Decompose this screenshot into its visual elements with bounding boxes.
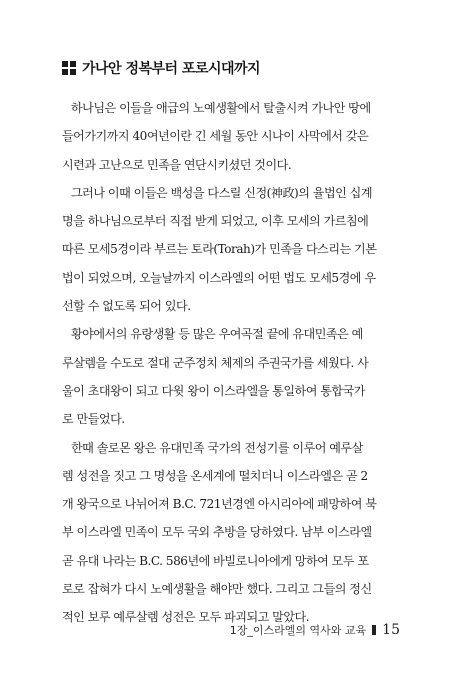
- text-line: 황야에서의 유랑생활 등 많은 우여곡절 끝에 유대민족은 예: [71, 327, 363, 342]
- text-line: 개 왕국으로 나뉘어져 B.C. 721년경엔 아시리아에 패망하여 북: [62, 497, 377, 512]
- text-line: 렘 성전을 짓고 그 명성을 온세계에 떨치더니 이스라엘은 곧 2: [62, 468, 368, 483]
- chapter-label: 1장_이스라엘의 역사와 교육: [229, 624, 367, 637]
- text-line: 루살렘을 수도로 절대 군주정치 체제의 주권국가를 세웠다. 사: [62, 355, 369, 370]
- page-number: 15: [382, 622, 400, 638]
- text-line: 따른 모세5경이라 부르는 토라(Torah)가 민족을 다스리는 기본: [62, 242, 377, 257]
- text-line: 한때 솔로몬 왕은 유대민족 국가의 전성기를 이루어 예루살: [71, 440, 363, 455]
- page-footer: [230, 622, 400, 638]
- section-header: [62, 58, 260, 78]
- text-line: 시련과 고난으로 민족을 연단시키셨던 것이다.: [62, 157, 292, 172]
- paragraph: [62, 94, 398, 179]
- text-line: 법이 되었으며, 오늘날까지 이스라엘의 어떤 법도 모세5경에 우: [62, 270, 376, 285]
- text-line: 하나님은 이들을 애급의 노예생활에서 탈출시켜 가나안 땅에: [71, 101, 371, 115]
- text-line: 명을 하나님으로부터 직접 받게 되었고, 이후 모세의 가르침에: [62, 214, 369, 229]
- text-line: 선할 수 없도록 되어 있다.: [62, 299, 191, 314]
- text-line: 울이 초대왕이 되고 다윗 왕이 이스라엘을 통일하여 통합국가: [62, 383, 365, 398]
- text-line: 들어가기까지 40여년이란 긴 세월 동안 시나이 사막에서 갖은: [62, 129, 369, 144]
- text-line: 로 만들었다.: [62, 412, 125, 427]
- text-line: 그러나 이때 이들은 백성을 다스릴 신정(神政)의 율법인 십계: [71, 185, 373, 200]
- separator-bar: [372, 625, 376, 635]
- paragraph: [62, 320, 398, 433]
- text-line: 곧 유대 나라는 B.C. 586년에 바빌로니아에게 망하여 모두 포: [62, 553, 369, 568]
- paragraph: [62, 179, 398, 320]
- text-line: 로로 잡혀가 다시 노예생활을 해야만 했다. 그리고 그들의 정신: [62, 582, 372, 597]
- text-line: 부 이스라엘 민족이 모두 국외 추방을 당하였다. 남부 이스라엘: [62, 525, 372, 540]
- section-title: 가나안 정복부터 포로시대까지: [82, 61, 261, 77]
- square-grid-icon: [62, 61, 76, 75]
- text-line: 적인 보루 예루살렘 성전은 모두 파괴되고 말았다.: [62, 610, 310, 625]
- body-text: [62, 94, 398, 632]
- paragraph: [62, 434, 398, 632]
